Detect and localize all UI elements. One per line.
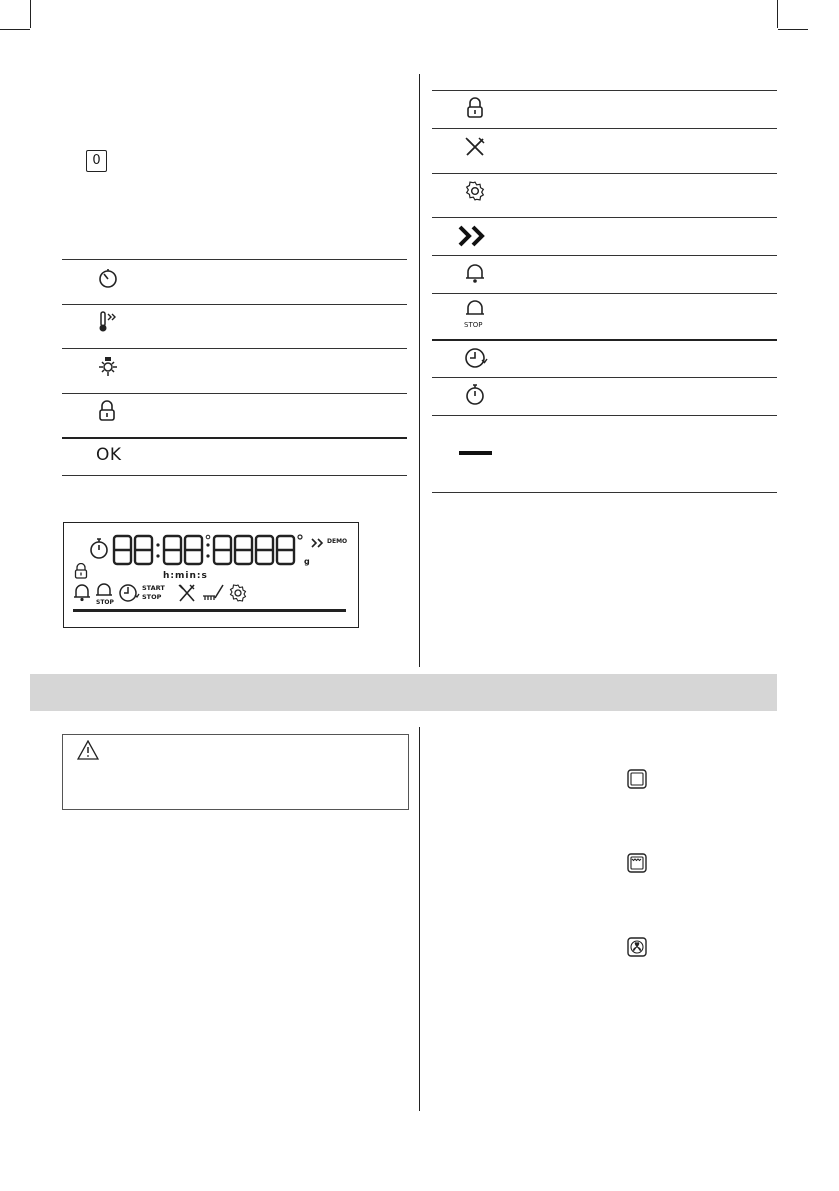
double-chevron-icon xyxy=(311,538,327,548)
lamp-icon xyxy=(96,355,120,379)
column-divider xyxy=(419,727,420,1111)
crop-mark xyxy=(778,29,808,30)
table-rule xyxy=(432,293,777,294)
lock-icon xyxy=(466,97,484,119)
table-rule xyxy=(432,90,777,91)
ok-icon: OK xyxy=(96,445,122,465)
table-rule xyxy=(62,393,407,394)
table-rule xyxy=(432,339,777,341)
table-rule xyxy=(432,255,777,256)
warning-box xyxy=(62,734,409,810)
table-rule xyxy=(432,415,777,416)
demo-label: DEMO xyxy=(327,538,348,545)
crop-mark xyxy=(777,0,778,28)
oven-fan-icon xyxy=(627,937,647,957)
table-rule xyxy=(62,259,407,260)
probe-icon xyxy=(202,584,224,602)
bell-icon xyxy=(73,582,91,602)
lock-icon xyxy=(74,563,88,579)
crop-mark xyxy=(0,29,30,30)
table-rule xyxy=(432,173,777,174)
table-rule xyxy=(432,217,777,218)
table-rule xyxy=(432,377,777,378)
table-rule xyxy=(62,475,407,476)
display-progress-bar xyxy=(73,609,346,612)
bell-stop-icon xyxy=(465,299,485,317)
display-digits xyxy=(112,533,307,571)
bell-stop-label: STOP xyxy=(96,599,114,606)
table-rule xyxy=(432,492,777,493)
bell-stop-icon xyxy=(95,582,113,598)
stopwatch-icon xyxy=(465,384,485,406)
weight-unit: g xyxy=(304,557,310,566)
cutlery-icon xyxy=(177,583,197,603)
oven-top-heat-icon xyxy=(627,853,647,873)
display-illustration xyxy=(63,522,359,628)
table-rule xyxy=(62,437,407,439)
stop-label: STOP xyxy=(142,593,162,601)
oven-empty-icon xyxy=(627,769,647,789)
end-clock-icon xyxy=(464,347,488,369)
time-unit-label: h:min:s xyxy=(163,571,208,581)
dash-bar-icon xyxy=(459,451,492,456)
cutlery-icon xyxy=(464,136,486,158)
double-chevron-icon xyxy=(458,225,492,247)
bell-stop-label: STOP xyxy=(464,321,483,329)
column-divider xyxy=(419,74,420,667)
end-clock-icon xyxy=(118,583,140,603)
bell-icon xyxy=(465,262,485,284)
section-heading-bar xyxy=(30,674,777,711)
digit-zero-key-icon: 0 xyxy=(86,150,107,172)
crop-mark xyxy=(30,0,31,28)
table-rule xyxy=(432,128,777,129)
table-rule xyxy=(62,304,407,305)
settings-gear-icon xyxy=(229,584,247,602)
timer-icon xyxy=(97,267,119,289)
lock-icon xyxy=(98,400,116,422)
fast-heat-thermometer-icon xyxy=(97,310,121,334)
table-rule xyxy=(62,348,407,349)
stopwatch-icon xyxy=(89,538,109,560)
settings-gear-icon xyxy=(465,181,485,201)
warning-triangle-icon xyxy=(77,740,99,760)
start-label: START xyxy=(142,584,165,592)
